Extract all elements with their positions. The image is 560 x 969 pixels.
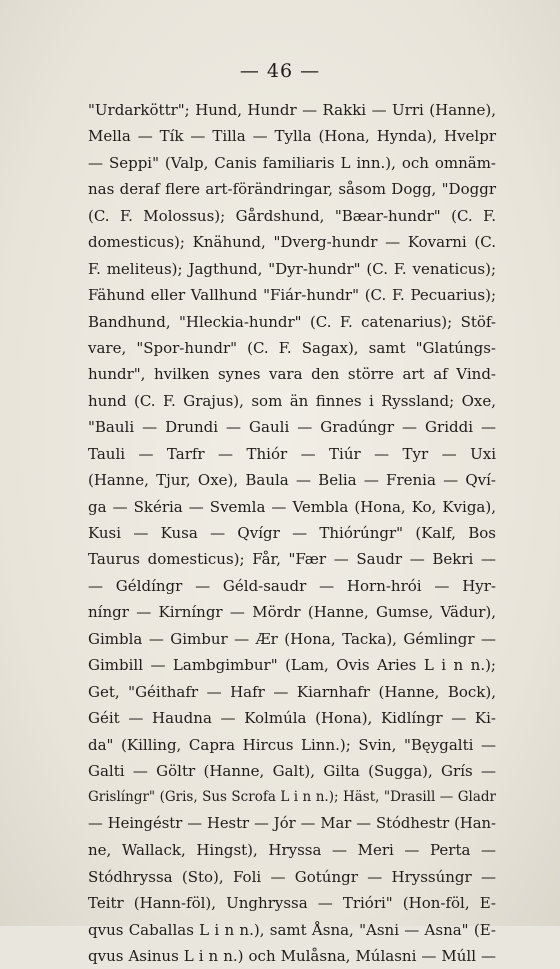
- text-line: Galti — Göltr (Hanne, Galt), Gilta (Sugga), Grís —: [88, 761, 496, 780]
- text-line: Grislíngr" (Gris, Sus Scrofa L i n n.); Häst, "Drasill — Gladr: [88, 789, 496, 806]
- text-line: Bandhund, "Hleckia-hundr" (C. F. catenarius); Stöf-: [88, 312, 496, 331]
- text-line: hundr", hvilken synes vara den större art af Vind-: [88, 365, 496, 384]
- text-line: Géit — Haudna — Kolmúla (Hona), Kidlíngr — Ki-: [88, 709, 496, 728]
- text-line: F. meliteus); Jagthund, "Dyr-hundr" (C. F. venaticus);: [88, 259, 496, 278]
- text-line: Fähund eller Vallhund "Fiár-hundr" (C. F. Pecuarius);: [88, 286, 496, 305]
- text-line: Mella — Tík — Tilla — Tylla (Hona, Hynda), Hvelpr: [88, 127, 496, 146]
- text-line: da" (Killing, Capra Hircus Linn.); Svin, "Bęygalti —: [88, 735, 496, 754]
- page-number: — 46 —: [239, 60, 321, 82]
- text-line: Gimbla — Gimbur — Ær (Hona, Tacka), Gémlingr —: [88, 629, 496, 648]
- text-line: "Bauli — Drundi — Gauli — Gradúngr — Griddi —: [88, 418, 496, 437]
- text-line: domesticus); Knähund, "Dverg-hundr — Kovarni (C.: [88, 233, 496, 252]
- text-line: (C. F. Molossus); Gårdshund, "Bæar-hundr" (C. F.: [88, 206, 496, 225]
- text-line: ga — Skéria — Svemla — Vembla (Hona, Ko, Kviga),: [88, 497, 496, 516]
- text-line: Gimbill — Lambgimbur" (Lam, Ovis Aries L i n n.);: [88, 656, 496, 675]
- text-line: — Heingéstr — Hestr — Jór — Mar — Stódhestr (Han-: [88, 814, 496, 832]
- text-line: Taurus domesticus); Får, "Fær — Saudr — Bekri —: [88, 550, 496, 569]
- text-line: vare, "Spor-hundr" (C. F. Sagax), samt "Glatúngs-: [88, 338, 496, 357]
- text-line: Teitr (Hann-föl), Unghryssa — Trióri" (Hon-föl, E-: [88, 894, 496, 913]
- text-line: hund (C. F. Grajus), som än finnes i Ryssland; Oxe,: [88, 391, 496, 410]
- text-line: Kusi — Kusa — Qvígr — Thiórúngr" (Kalf, Bos: [88, 524, 496, 542]
- text-line: — Seppi" (Valp, Canis familiaris L inn.), och omnäm-: [88, 153, 496, 172]
- text-line: — Géldíngr — Géld-saudr — Horn-hrói — Hyr-: [88, 576, 496, 595]
- text-line: ne, Wallack, Hingst), Hryssa — Meri — Perta —: [88, 841, 496, 860]
- text-line: Stódhryssa (Sto), Foli — Gotúngr — Hryssúngr —: [88, 867, 496, 886]
- text-line: níngr — Kirníngr — Mördr (Hanne, Gumse, Vädur),: [88, 603, 496, 622]
- text-line: nas deraf flere art-förändringar, såsom Dogg, "Doggr: [88, 180, 496, 199]
- text-line: (Hanne, Tjur, Oxe), Baula — Belia — Frenia — Qví-: [88, 471, 496, 490]
- text-line: Get, "Géithafr — Hafr — Kiarnhafr (Hanne, Bock),: [88, 682, 496, 701]
- text-line: qvus Caballas L i n n.), samt Åsna, "Asni — Asna" (E-: [88, 920, 496, 939]
- text-line: qvus Asinus L i n n.) och Mulåsna, Múlasni — Múll —: [88, 947, 496, 965]
- text-line: Tauli — Tarfr — Thiór — Tiúr — Tyr — Uxi: [88, 444, 496, 463]
- text-line: "Urdarköttr"; Hund, Hundr — Rakki — Urri (Hanne),: [88, 101, 496, 119]
- body-text: [88, 97, 496, 969]
